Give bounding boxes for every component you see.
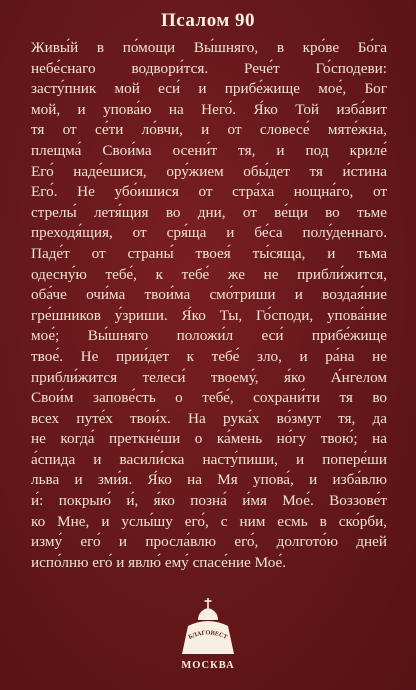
text-line: всех путе́х твои́х. На рука́х во́змут тя, да — [31, 409, 387, 427]
page-title: Псалом 90 — [160, 10, 256, 31]
text-line: а́спида и васили́ска насту́пиши, и попере́ши — [31, 450, 387, 468]
text-line: мое́; Вы́шняго положи́л еси́ прибе́жище — [31, 327, 387, 345]
svg-text:БЛАГОВЕСТ: БЛАГОВЕСТ — [187, 629, 229, 641]
text-line: мой, и упова́ю на Него́. Я́ко Той изба́вит — [31, 100, 387, 118]
text-line: оба́че очи́ма твои́ма смо́триши и воздая́ние — [31, 286, 387, 304]
text-line: испо́лню его́ и явлю́ ему́ спасе́ние Мое́. — [31, 553, 287, 571]
text-line: Живы́й в по́мощи Вы́шняго, в кро́ве Бо́га — [31, 39, 387, 56]
text-line: Его́ наде́ешися, ору́жием обы́дет тя и́стина — [31, 162, 387, 180]
text-line: одесну́ю тебе́, к тебе́ же не прибли́жится, — [31, 265, 387, 283]
text-line: твое́. Не прии́дет к тебе́ зло, и ра́на не — [31, 347, 387, 365]
dome-icon — [198, 608, 218, 620]
text-line: Паде́т от страны́ твоея́ ты́сяща, и тьма — [31, 244, 387, 262]
text-line: не когда́ преткне́ши о ка́мень но́гу твою́; на — [31, 430, 387, 448]
publisher-city: МОСКВА — [181, 660, 235, 671]
text-line: плещма́ Свои́ма осени́т тя, и под криле́ — [31, 141, 387, 159]
psalm-text — [31, 38, 387, 573]
text-line: ко Мне, и услы́шу его́, с ним есмь в ско́рби, — [31, 512, 387, 530]
text-line: Свои́м запове́сть о тебе́, сохрани́ти тя во — [31, 389, 387, 407]
text-line: стрелы́ летя́щия во дни, от ве́щи во тьме — [31, 203, 387, 221]
text-line: Его́. Не убо́ишися от стра́ха нощна́го, от — [31, 183, 387, 201]
text-line: преходя́щия, от сря́ща и бе́са полу́деннаго. — [31, 224, 387, 242]
text-line: льва и зми́я. Я́ко на Мя упова́, и изба́влю — [31, 471, 387, 489]
text-line: гре́шников у́зриши. Я́ко Ты, Го́споди, упова́ние — [31, 306, 387, 324]
text-line: прибли́жится телеси́ твоему́, я́ко А́нгелом — [31, 368, 387, 386]
publisher-logo — [168, 596, 248, 656]
text-line: тя от се́ти ло́вчи, и от словесе́ мяте́жна, — [31, 121, 387, 139]
text-line: небе́снаго водвори́тся. Рече́т Го́сподеви: — [31, 59, 387, 77]
text-line: засту́пник мой еси́ и прибе́жище мое́, Бог — [31, 80, 387, 98]
text-line: изму́ его́ и просла́влю его́, долгото́ю дней — [31, 533, 387, 551]
text-line: и́: покрыю́ и́, я́ко позна́ и́мя Мое́. Воззове́т — [31, 492, 387, 510]
cross-icon — [205, 598, 212, 608]
